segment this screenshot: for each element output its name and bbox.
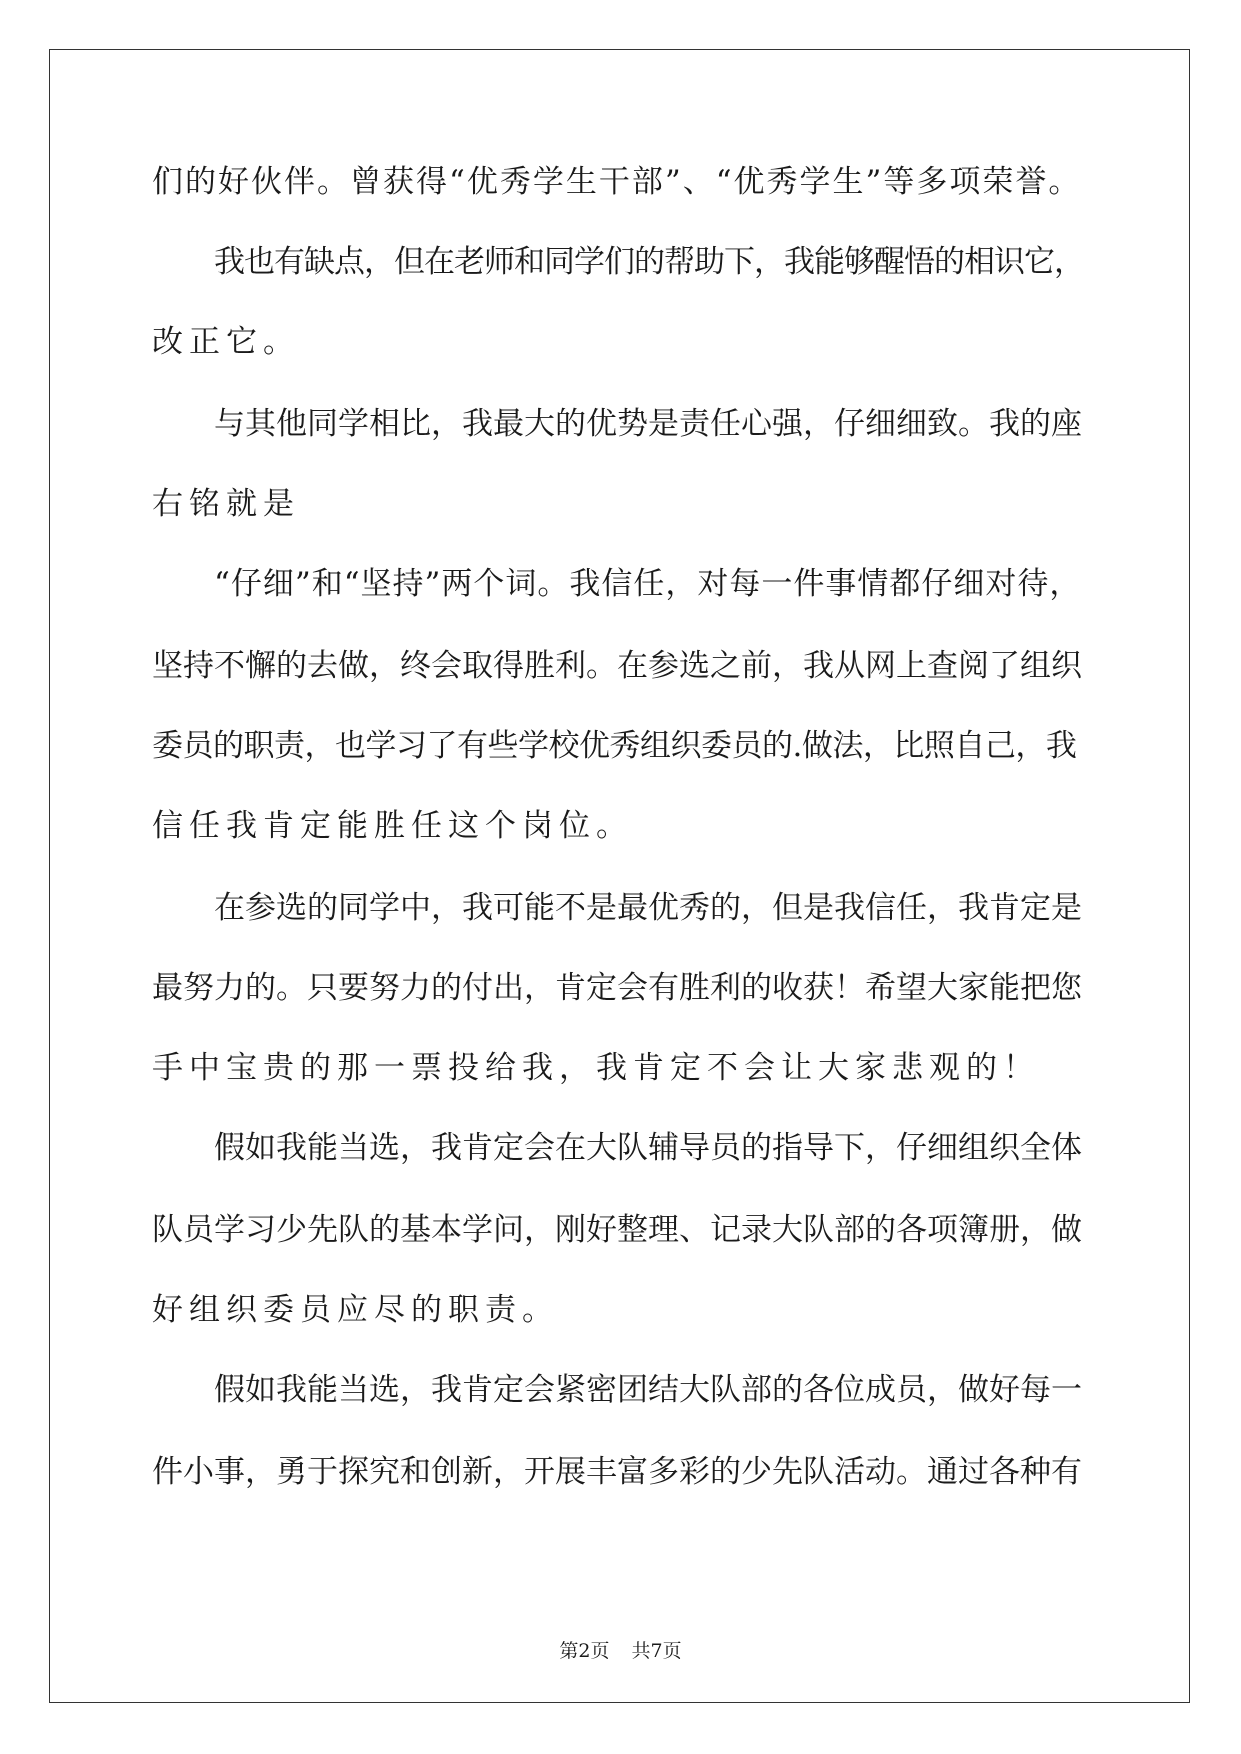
- text-line: 委员的职责，也学习了有些学校优秀组织委员的.做法，比照自己，我: [152, 728, 1077, 764]
- text-line: 改正它。: [152, 324, 300, 360]
- text-line: 坚持不懈的去做，终会取得胜利。在参选之前，我从网上查阅了组织: [152, 648, 1082, 684]
- text-line: 队员学习少先队的基本学问，刚好整理、记录大队部的各项簿册，做: [152, 1212, 1082, 1248]
- text-line: 我也有缺点，但在老师和同学们的帮助下，我能够醒悟的相识它，: [214, 244, 1084, 280]
- page-number: 第2页: [559, 1640, 610, 1662]
- text-line: 假如我能当选，我肯定会紧密团结大队部的各位成员，做好每一: [214, 1372, 1082, 1408]
- text-line: 们的好伙伴。曾获得“优秀学生干部”、“优秀学生”等多项荣誉。: [152, 164, 1082, 200]
- text-line: 右铭就是: [152, 486, 300, 522]
- text-line: 好组织委员应尽的职责。: [152, 1292, 559, 1328]
- text-line: “仔细”和“坚持”两个词。我信任，对每一件事情都仔细对待，: [214, 566, 1082, 602]
- text-line: 假如我能当选，我肯定会在大队辅导员的指导下，仔细组织全体: [214, 1130, 1082, 1166]
- page-total: 共7页: [631, 1640, 682, 1662]
- text-line: 件小事，勇于探究和创新，开展丰富多彩的少先队活动。通过各种有: [152, 1454, 1082, 1490]
- text-line: 信任我肯定能胜任这个岗位。: [152, 808, 633, 844]
- text-line: 手中宝贵的那一票投给我，我肯定不会让大家悲观的！: [152, 1050, 1040, 1086]
- text-line: 在参选的同学中，我可能不是最优秀的，但是我信任，我肯定是: [214, 890, 1082, 926]
- text-line: 最努力的。只要努力的付出，肯定会有胜利的收获！希望大家能把您: [152, 970, 1082, 1006]
- text-line: 与其他同学相比，我最大的优势是责任心强，仔细细致。我的座: [214, 406, 1082, 442]
- page-footer: [0, 1636, 1241, 1663]
